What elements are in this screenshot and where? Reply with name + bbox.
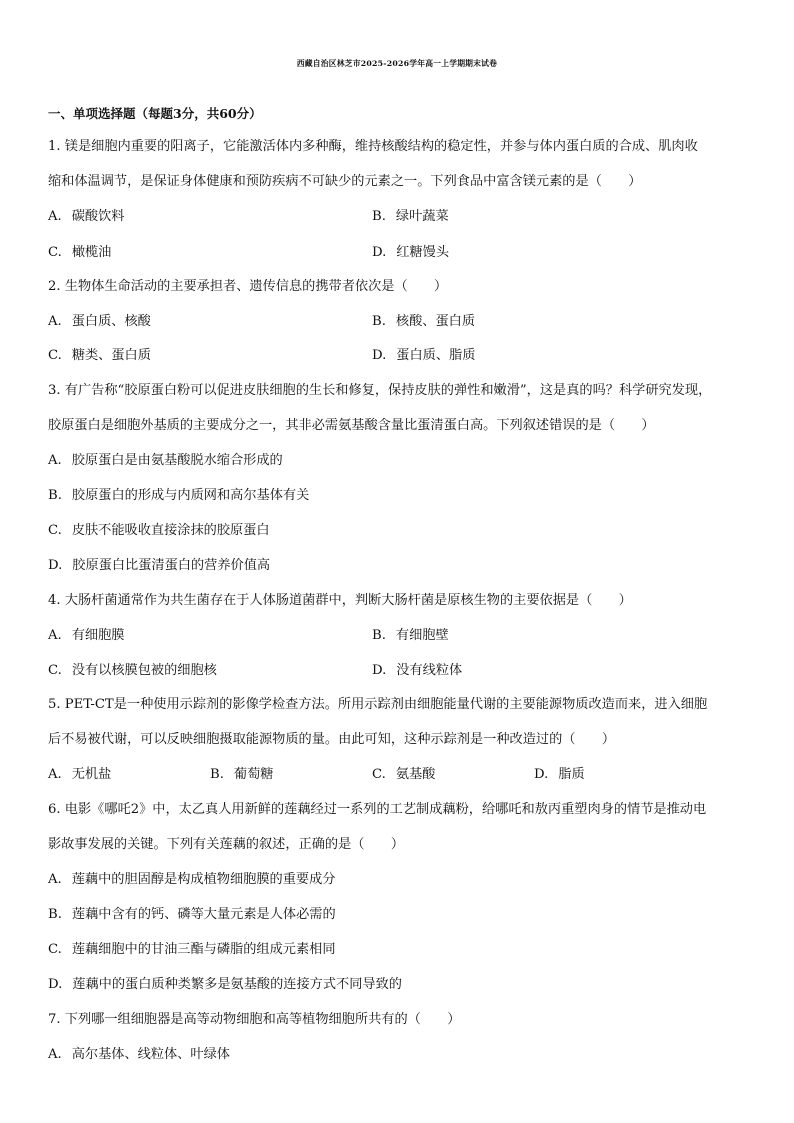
- q5-option-a: A. 无机盐: [48, 767, 112, 782]
- exam-title: 西藏自治区林芝市2025-2026学年高一上学期期末试卷: [296, 59, 498, 68]
- q2-option-b: B. 核酸、蛋白质: [372, 314, 476, 329]
- q6-option-d: D. 莲藕中的蛋白质种类繁多是氨基酸的连接方式不同导致的: [48, 977, 402, 992]
- q4-option-d: D. 没有线粒体: [372, 663, 463, 678]
- q1-option-d: D. 红糖馒头: [372, 245, 450, 260]
- question-4-line-1: 4. 大肠杆菌通常作为共生菌存在于人体肠道菌群中，判断大肠杆菌是原核生物的主要依据是（ ）: [48, 593, 632, 608]
- question-3-line-1: 3. 有广告称“胶原蛋白粉可以促进皮肤细胞的生长和修复，保持皮肤的弹性和嫩滑”，这是真的吗？科学研究发现，: [48, 383, 712, 398]
- q1-option-c: C. 橄榄油: [48, 245, 112, 260]
- q6-option-a: A. 莲藕中的胆固醇是构成植物细胞膜的重要成分: [48, 872, 336, 887]
- question-3-line-2: 胶原蛋白是细胞外基质的主要成分之一，其非必需氨基酸含量比蛋清蛋白高。下列叙述错误的是（ ）: [48, 418, 655, 433]
- q2-option-d: D. 蛋白质、脂质: [372, 348, 476, 363]
- q3-option-c: C. 皮肤不能吸收直接涂抹的胶原蛋白: [48, 523, 270, 538]
- question-5-line-1: 5. PET-CT是一种使用示踪剂的影像学检查方法。所用示踪剂由细胞能量代谢的主要能源物质改造而来，进入细胞: [48, 697, 708, 712]
- q3-option-a: A. 胶原蛋白是由氨基酸脱水缩合形成的: [48, 453, 283, 468]
- q4-option-a: A. 有细胞膜: [48, 628, 125, 643]
- q5-option-c: C. 氨基酸: [372, 767, 436, 782]
- q5-option-b: B. 葡萄糖: [210, 767, 274, 782]
- question-1-line-2: 缩和体温调节，是保证身体健康和预防疾病不可缺少的元素之一。下列食品中富含镁元素的是（ ）: [48, 174, 642, 189]
- question-6-line-1: 6. 电影《哪吒2》中，太乙真人用新鲜的莲藕经过一系列的工艺制成藕粉，给哪吒和敖丙重塑肉身的情节是推动电: [48, 802, 707, 817]
- question-6-line-2: 影故事发展的关键。下列有关莲藕的叙述，正确的是（ ）: [48, 837, 405, 852]
- q1-option-a: A. 碳酸饮料: [48, 209, 125, 224]
- question-2-line-1: 2. 生物体生命活动的主要承担者、遗传信息的携带者依次是（ ）: [48, 279, 448, 294]
- question-7-line-1: 7. 下列哪一组细胞器是高等动物细胞和高等植物细胞所共有的（ ）: [48, 1012, 461, 1027]
- q3-option-d: D. 胶原蛋白比蛋清蛋白的营养价值高: [48, 558, 271, 573]
- question-5-line-2: 后不易被代谢，可以反映细胞摄取能源物质的量。由此可知，这种示踪剂是一种改造过的（ ）: [48, 732, 616, 747]
- section-heading: 一、单项选择题（每题3分，共60分）: [48, 106, 262, 121]
- q1-option-b: B. 绿叶蔬菜: [372, 209, 449, 224]
- q7-option-a: A. 高尔基体、线粒体、叶绿体: [48, 1047, 230, 1062]
- q6-option-b: B. 莲藕中含有的钙、磷等大量元素是人体必需的: [48, 907, 336, 922]
- q6-option-c: C. 莲藕细胞中的甘油三酯与磷脂的组成元素相同: [48, 942, 336, 957]
- q2-option-c: C. 糖类、蛋白质: [48, 348, 151, 363]
- q5-option-d: D. 脂质: [534, 767, 585, 782]
- q4-option-c: C. 没有以核膜包被的细胞核: [48, 663, 217, 678]
- q4-option-b: B. 有细胞壁: [372, 628, 449, 643]
- question-1-line-1: 1. 镁是细胞内重要的阳离子，它能激活体内多种酶，维持核酸结构的稳定性，并参与体内蛋白质的合成、肌肉收: [48, 139, 698, 154]
- q3-option-b: B. 胶原蛋白的形成与内质网和高尔基体有关: [48, 488, 310, 503]
- q2-option-a: A. 蛋白质、核酸: [48, 314, 151, 329]
